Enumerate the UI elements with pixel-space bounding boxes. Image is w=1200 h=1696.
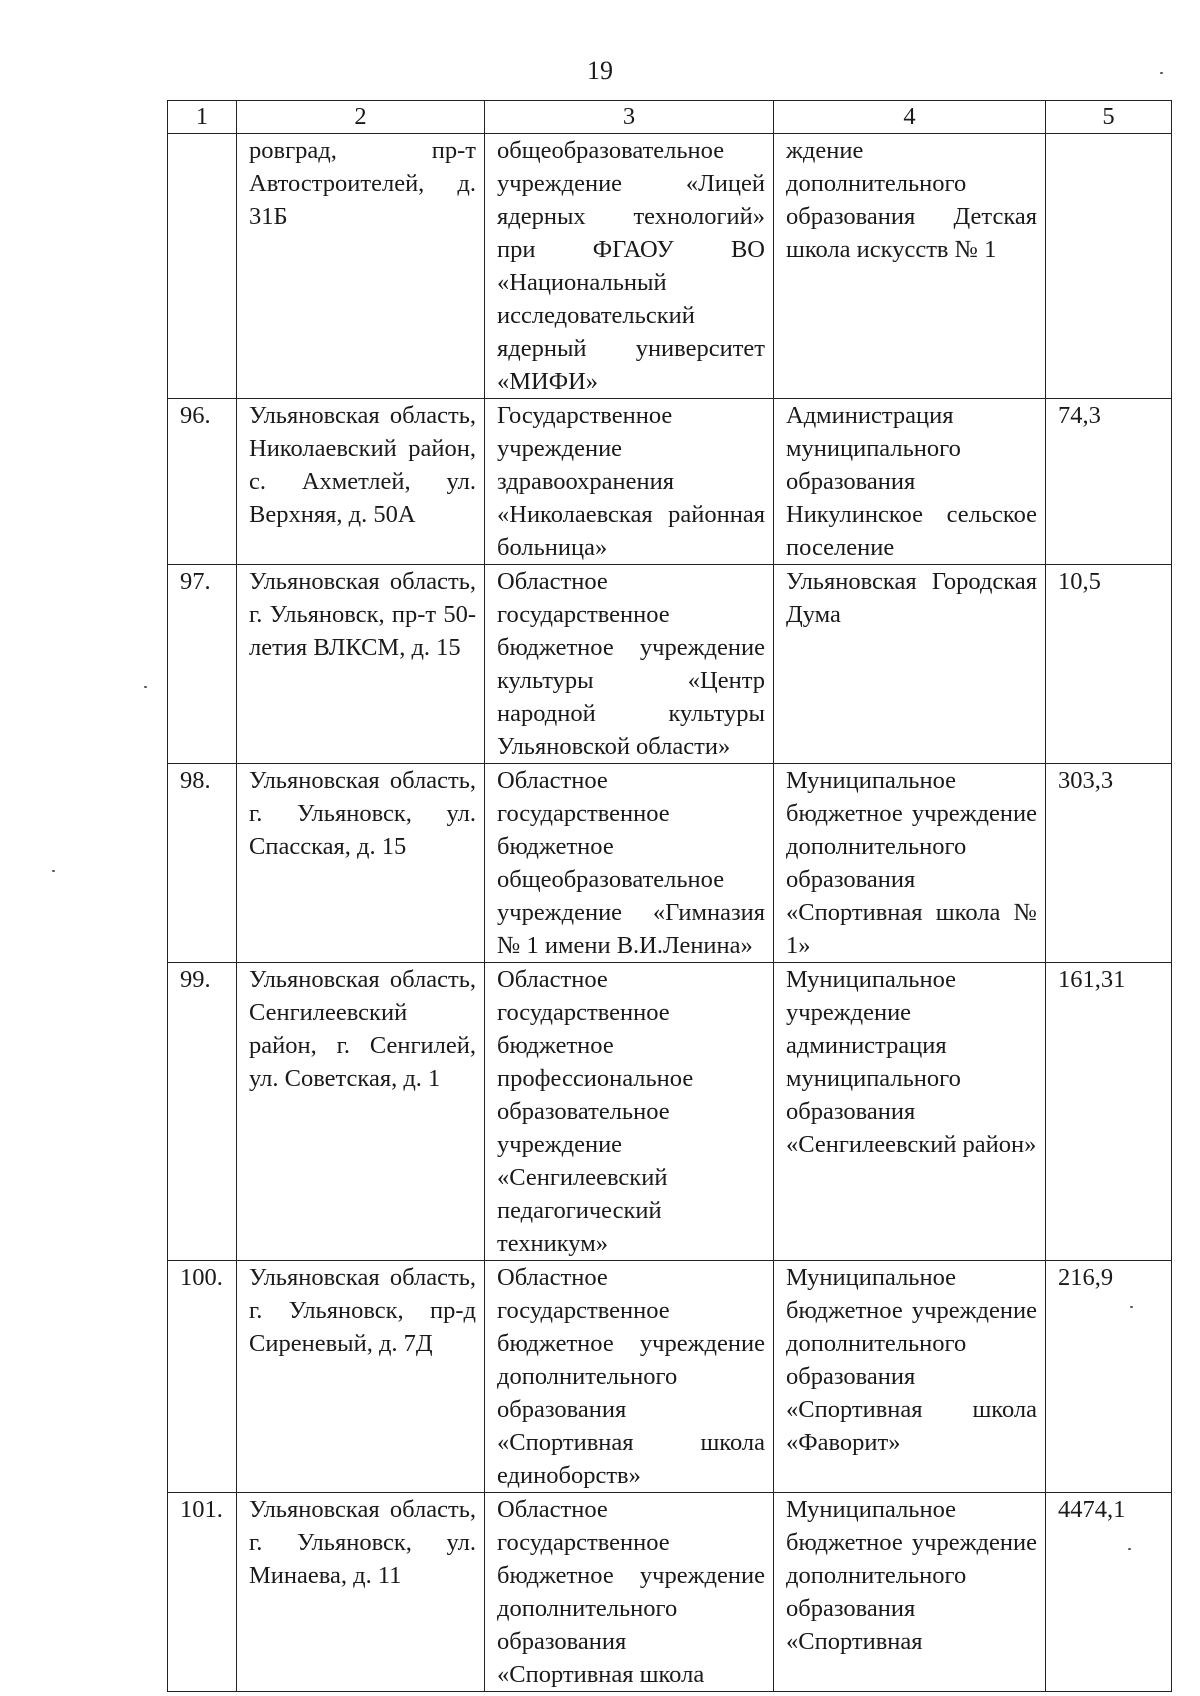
row-number-cell: 97. xyxy=(168,565,237,764)
institution-cell: Областное государственное бюджетное профессиональное образовательное учреждение «Сенгилеевский педагогический техникум» xyxy=(485,963,774,1261)
column-header: 2 xyxy=(237,101,485,134)
table-row-continuation xyxy=(168,134,1172,399)
recipient-cell: Муниципальное учреждение администрация муниципального образования «Сенгилеевский район» xyxy=(774,963,1046,1261)
value-cell: 303,3 xyxy=(1046,764,1172,963)
institution-cell: Областное государственное бюджетное общеобразовательное учреждение «Гимназия № 1 имени В.И.Ленина» xyxy=(485,764,774,963)
institution-cell: Государственное учреждение здравоохранения «Николаевская районная больница» xyxy=(485,399,774,565)
column-header: 3 xyxy=(485,101,774,134)
value-cell: 74,3 xyxy=(1046,399,1172,565)
column-header: 5 xyxy=(1046,101,1172,134)
institution-cell: Областное государственное бюджетное учреждение дополнительного образования «Спортивная школа xyxy=(485,1493,774,1692)
page-number: 19 xyxy=(587,56,613,85)
row-number-cell: 101. xyxy=(168,1493,237,1692)
address-cell: Ульяновская область, г. Ульяновск, ул. Спасская, д. 15 xyxy=(237,764,485,963)
table-row xyxy=(168,963,1172,1261)
address-cell: Ульяновская область, Николаевский район, с. Ахметлей, ул. Верхняя, д. 50А xyxy=(237,399,485,565)
table-header-row xyxy=(168,101,1172,134)
address-cell: Ульяновская область, г. Ульяновск, ул. Минаева, д. 11 xyxy=(237,1493,485,1692)
value-cell: 4474,1 xyxy=(1046,1493,1172,1692)
scan-speck xyxy=(1160,72,1163,74)
address-cell: ровград, пр-т Автостроителей, д. 31Б xyxy=(237,134,485,399)
value-cell: 216,9 xyxy=(1046,1261,1172,1493)
address-cell: Ульяновская область, г. Ульяновск, пр-т 50-летия ВЛКСМ, д. 15 xyxy=(237,565,485,764)
column-header: 4 xyxy=(774,101,1046,134)
row-number-cell: 96. xyxy=(168,399,237,565)
row-number-cell xyxy=(168,134,237,399)
scan-speck xyxy=(1130,1306,1133,1308)
institution-cell: Областное государственное бюджетное учреждение дополнительного образования «Спортивная школа единоборств» xyxy=(485,1261,774,1493)
table-row xyxy=(168,1261,1172,1493)
data-table xyxy=(167,100,1172,1692)
scan-speck xyxy=(52,870,55,872)
row-number-cell: 100. xyxy=(168,1261,237,1493)
table-row xyxy=(168,1493,1172,1692)
address-cell: Ульяновская область, Сенгилеевский район, г. Сенгилей, ул. Советская, д. 1 xyxy=(237,963,485,1261)
recipient-cell: Муниципальное бюджетное учреждение дополнительного образования «Спортивная школа «Фаворит» xyxy=(774,1261,1046,1493)
recipient-cell: Ульяновская Городская Дума xyxy=(774,565,1046,764)
address-cell: Ульяновская область, г. Ульяновск, пр-д Сиреневый, д. 7Д xyxy=(237,1261,485,1493)
table-row xyxy=(168,565,1172,764)
row-number-cell: 99. xyxy=(168,963,237,1261)
recipient-cell: Администрация муниципального образования Никулинское сельское поселение xyxy=(774,399,1046,565)
recipient-cell: ждение дополнительного образования Детская школа искусств № 1 xyxy=(774,134,1046,399)
column-header: 1 xyxy=(168,101,237,134)
value-cell: 10,5 xyxy=(1046,565,1172,764)
recipient-cell: Муниципальное бюджетное учреждение дополнительного образования «Спортивная школа № 1» xyxy=(774,764,1046,963)
table-row xyxy=(168,764,1172,963)
institution-cell: Областное государственное бюджетное учреждение культуры «Центр народной культуры Ульяновской области» xyxy=(485,565,774,764)
table-row xyxy=(168,399,1172,565)
recipient-cell: Муниципальное бюджетное учреждение дополнительного образования «Спортивная xyxy=(774,1493,1046,1692)
row-number-cell: 98. xyxy=(168,764,237,963)
value-cell: 161,31 xyxy=(1046,963,1172,1261)
scan-speck xyxy=(1128,1548,1131,1550)
institution-cell: общеобразовательное учреждение «Лицей ядерных технологий» при ФГАОУ ВО «Национальный исследовательский ядерный университет «МИФИ» xyxy=(485,134,774,399)
scan-speck xyxy=(144,686,147,688)
value-cell xyxy=(1046,134,1172,399)
